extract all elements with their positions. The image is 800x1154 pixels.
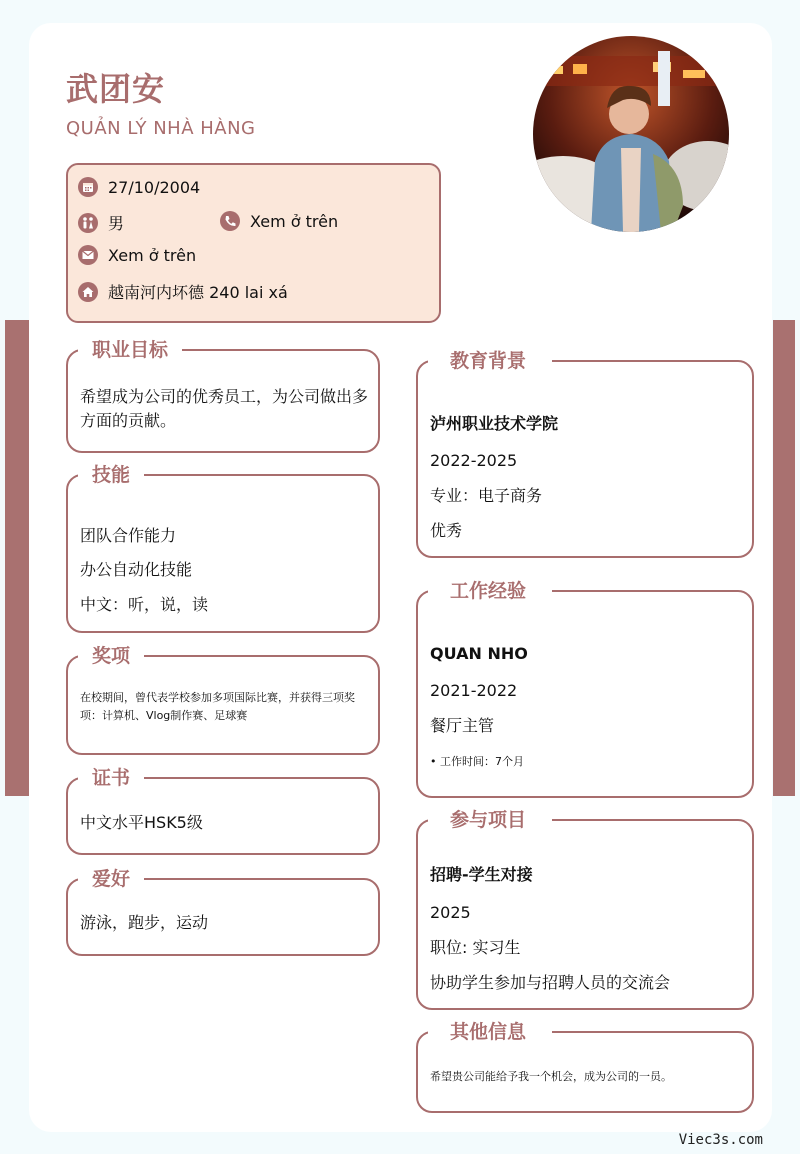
skill-item: 中文：听，说，读 <box>80 595 209 614</box>
hobbies-title: 爱好 <box>78 866 144 892</box>
education-grade: 优秀 <box>430 521 463 540</box>
section-objective <box>66 339 380 453</box>
skill-item: 办公自动化技能 <box>80 560 193 579</box>
section-education <box>416 350 754 558</box>
right-side-band <box>773 320 795 796</box>
candidate-name: 武团安 <box>66 70 166 108</box>
hobbies-text: 游泳，跑步，运动 <box>80 913 209 932</box>
project-description: 协助学生参加与招聘人员的交流会 <box>430 973 671 992</box>
experience-position: 餐厅主管 <box>430 716 495 735</box>
skills-title: 技能 <box>78 462 144 488</box>
profile-photo <box>533 36 729 232</box>
calendar-icon <box>78 177 98 197</box>
objective-title: 职业目标 <box>78 337 182 363</box>
awards-text: 在校期间，曾代表学校参加多项国际比赛，并获得三项奖项：计算机、Vlog制作赛、足球赛 <box>80 691 355 722</box>
school-name: 泸州职业技术学院 <box>430 414 559 433</box>
company-name: QUAN NHO <box>430 644 528 663</box>
birthday-text: 27/10/2004 <box>108 177 201 197</box>
section-hobbies <box>66 868 380 956</box>
section-projects <box>416 809 754 1010</box>
certificates-title: 证书 <box>78 765 144 791</box>
experience-detail: • 工作时间：7个月 <box>430 755 524 768</box>
experience-years: 2021-2022 <box>430 681 518 700</box>
project-year: 2025 <box>430 903 471 922</box>
contact-address <box>78 280 288 303</box>
objective-text: 希望成为公司的优秀员工，为公司做出多方面的贡献。 <box>80 387 369 430</box>
gender-text: 男 <box>108 214 125 233</box>
education-years: 2022-2025 <box>430 451 518 470</box>
other-title: 其他信息 <box>428 1019 552 1045</box>
contact-gender <box>78 211 124 234</box>
education-title: 教育背景 <box>428 348 552 374</box>
left-side-band <box>5 320 29 796</box>
home-icon <box>78 282 98 302</box>
contact-email[interactable] <box>78 245 196 265</box>
email-icon <box>78 245 98 265</box>
contact-phone[interactable] <box>220 211 338 231</box>
watermark: Viec3s.com <box>678 1132 763 1148</box>
project-role: 职位: 实习生 <box>430 938 521 957</box>
section-experience <box>416 580 754 798</box>
education-major: 专业：电子商务 <box>430 486 543 505</box>
projects-title: 参与项目 <box>428 807 552 833</box>
certificates-text: 中文水平HSK5级 <box>80 813 203 832</box>
phone-icon <box>220 211 240 231</box>
contact-box <box>66 163 441 323</box>
section-awards <box>66 645 380 755</box>
project-name: 招聘-学生对接 <box>430 865 533 884</box>
awards-title: 奖项 <box>78 643 144 669</box>
contact-birthday <box>78 177 200 197</box>
gender-icon <box>78 213 98 233</box>
phone-text: Xem ở trên <box>250 211 339 231</box>
other-text: 希望贵公司能给予我一个机会，成为公司的一员。 <box>430 1070 672 1083</box>
email-text: Xem ở trên <box>108 245 197 265</box>
experience-title: 工作经验 <box>428 578 552 604</box>
address-text: 越南河内坏德 240 lai xá <box>108 283 288 302</box>
skill-item: 团队合作能力 <box>80 526 177 545</box>
avatar <box>533 36 729 232</box>
section-certificates <box>66 767 380 855</box>
section-skills <box>66 464 380 633</box>
job-title: QUẢN LÝ NHÀ HÀNG <box>66 118 256 139</box>
section-other <box>416 1021 754 1113</box>
